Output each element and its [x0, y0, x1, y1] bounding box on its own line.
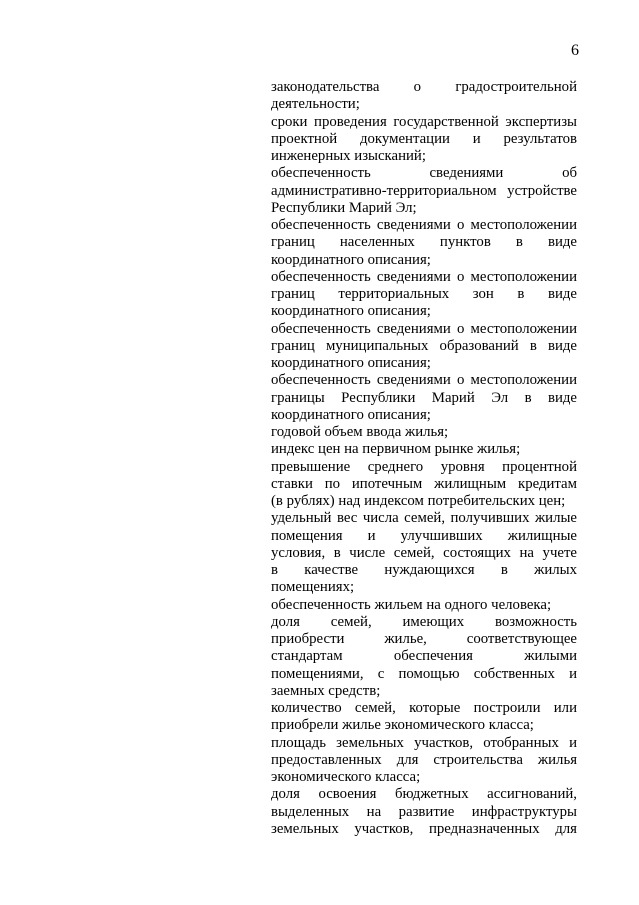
text-line: земельных участков, предназначенных для [271, 820, 577, 837]
document-body [271, 79, 577, 838]
text-line: Республики Марий Эл; [271, 199, 417, 216]
text-line: границы Республики Марий Эл в виде [271, 389, 577, 406]
text-line: превышение среднего уровня процентной [271, 458, 577, 475]
text-line: удельный вес числа семей, получивших жилые [271, 510, 577, 527]
text-line: обеспеченность сведениями о местоположении [271, 320, 577, 337]
indicator-paragraph [271, 217, 577, 269]
text-line: координатного описания; [271, 355, 431, 371]
text-line: границ населенных пунктов в виде [271, 234, 577, 251]
text-line: предоставленных для строительства жилья [271, 751, 577, 768]
text-line: приобрели жилье экономического класса; [271, 717, 534, 734]
text-line: экономического класса; [271, 769, 421, 785]
text-line: доля семей, имеющих возможность [271, 613, 577, 630]
indicator-paragraph [271, 165, 577, 217]
text-line: законодательства о градостроительной [271, 79, 577, 95]
text-line: выделенных на развитие инфраструктуры [271, 803, 577, 820]
text-line: площадь земельных участков, отобранных и [271, 734, 577, 751]
text-line: административно-территориальном устройстве [271, 182, 577, 199]
indicator-paragraph [271, 321, 577, 373]
page-number: 6 [571, 42, 579, 59]
indicator-paragraph [271, 269, 577, 321]
text-line: координатного описания; [271, 303, 431, 320]
indicator-paragraph [271, 79, 577, 114]
indicator-paragraph [271, 786, 577, 838]
text-line: в качестве нуждающихся в жилых [271, 562, 577, 578]
text-line: помещениях; [271, 579, 355, 596]
text-line: деятельности; [271, 96, 360, 113]
text-line: условия, в числе семей, состоящих на учете [271, 544, 577, 561]
text-line: координатного описания; [271, 251, 431, 268]
text-line: приобрести жилье, соответствующее [271, 631, 577, 647]
text-line: доля освоения бюджетных ассигнований, [271, 786, 577, 803]
text-line: границ муниципальных образований в виде [271, 337, 577, 354]
text-line: проектной документации и результатов [271, 130, 577, 147]
indicator-paragraph [271, 441, 577, 458]
text-line: заемных средств; [271, 682, 381, 699]
text-line: помещения и улучшивших жилищные [271, 527, 577, 544]
text-line: количество семей, которые построили или [271, 700, 577, 716]
text-line: ставки по ипотечным жилищным кредитам [271, 475, 577, 492]
text-line: стандартам обеспечения жилыми [271, 648, 577, 665]
indicator-paragraph [271, 424, 577, 441]
text-line: координатного описания; [271, 406, 431, 423]
text-line: инженерных изысканий; [271, 148, 426, 164]
indicator-paragraph [271, 614, 577, 700]
indicator-paragraph [271, 372, 577, 424]
text-line: индекс цен на первичном рынке жилья; [271, 441, 521, 458]
indicator-paragraph [271, 597, 577, 614]
indicator-paragraph [271, 510, 577, 596]
indicator-paragraph [271, 700, 577, 735]
text-line: обеспеченность сведениями о местоположении [271, 217, 577, 233]
text-line: сроки проведения государственной экспертизы [271, 113, 577, 130]
indicator-paragraph [271, 459, 577, 511]
text-line: (в рублях) над индексом потребительских цен; [271, 493, 566, 509]
text-line: обеспеченность сведениями о местоположении [271, 372, 577, 389]
text-line: помещениями, с помощью собственных и [271, 665, 577, 682]
indicator-paragraph [271, 735, 577, 787]
text-line: обеспеченность сведениями об [271, 165, 577, 182]
text-line: годовой объем ввода жилья; [271, 424, 449, 440]
text-line: обеспеченность жильем на одного человека; [271, 596, 552, 613]
text-line: границ территориальных зон в виде [271, 286, 577, 302]
text-line: обеспеченность сведениями о местоположении [271, 268, 577, 285]
indicator-paragraph [271, 114, 577, 166]
